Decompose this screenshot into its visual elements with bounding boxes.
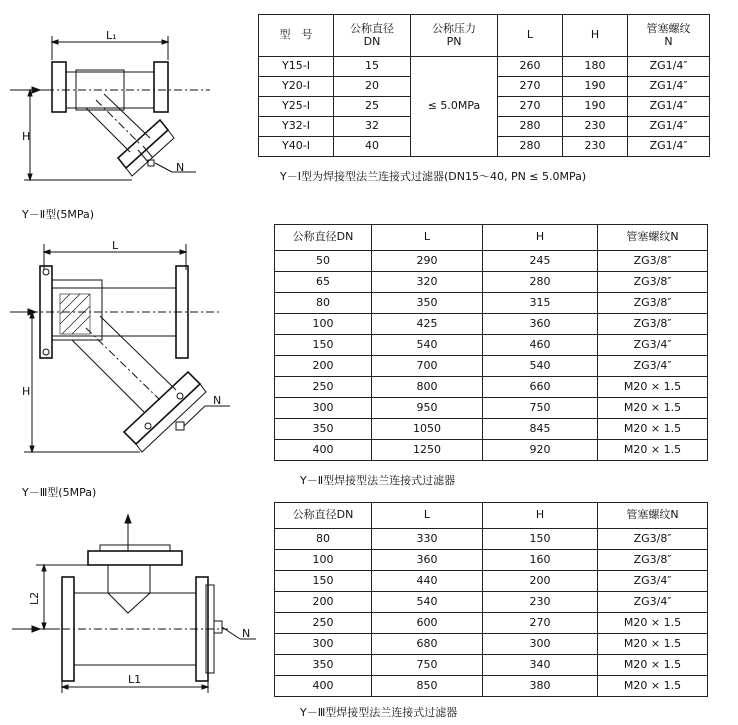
table-row: 65 320 280 ZG3/8″ bbox=[275, 272, 708, 293]
t1-header-dn: 公称直径 DN bbox=[334, 15, 411, 57]
table-row: 350 1050 845 M20 × 1.5 bbox=[275, 419, 708, 440]
table-row: 200 700 540 ZG3/4″ bbox=[275, 356, 708, 377]
t2-header-dn: 公称直径DN bbox=[275, 225, 372, 251]
t2-header-l: L bbox=[372, 225, 483, 251]
t1-header-n: 管塞螺纹 N bbox=[628, 15, 710, 57]
table-row: 400 850 380 M20 × 1.5 bbox=[275, 676, 708, 697]
t1-header-l: L bbox=[498, 15, 563, 57]
table-row: 80 330 150 ZG3/8″ bbox=[275, 529, 708, 550]
y2-caption: Y－Ⅱ型焊接型法兰连接式过滤器 bbox=[300, 474, 456, 487]
table-row: 300 680 300 M20 × 1.5 bbox=[275, 634, 708, 655]
table-row: 150 440 200 ZG3/4″ bbox=[275, 571, 708, 592]
table-row: 250 600 270 M20 × 1.5 bbox=[275, 613, 708, 634]
table-row: Y40-Ⅰ 40 280 230 ZG1/4″ bbox=[259, 137, 710, 157]
y3-title: Y－Ⅲ型(5MPa) bbox=[22, 486, 97, 499]
t1-header-model: 型 号 bbox=[259, 15, 334, 57]
t1-pressure-cell: ≤ 5.0MPa bbox=[411, 57, 498, 157]
t2-header-h: H bbox=[483, 225, 598, 251]
y2-n-label: N bbox=[213, 394, 222, 407]
y2-title: Y－Ⅱ型(5MPa) bbox=[22, 208, 95, 221]
table-row: Y25-Ⅰ 25 270 190 ZG1/4″ bbox=[259, 97, 710, 117]
y3-filter-drawing bbox=[0, 505, 260, 705]
table-row: 350 750 340 M20 × 1.5 bbox=[275, 655, 708, 676]
table-row: 400 1250 920 M20 × 1.5 bbox=[275, 440, 708, 461]
table-row: 300 950 750 M20 × 1.5 bbox=[275, 398, 708, 419]
y2-filter-drawing bbox=[0, 230, 250, 480]
y3-l1-label: L1 bbox=[128, 673, 142, 686]
y1-h-label: H bbox=[22, 130, 31, 143]
y2-h-label: H bbox=[22, 385, 31, 398]
t2-header-n: 管塞螺纹N bbox=[598, 225, 708, 251]
table-row: 200 540 230 ZG3/4″ bbox=[275, 592, 708, 613]
y1-n-label: N bbox=[176, 161, 185, 174]
y3-caption: Y－Ⅲ型焊接型法兰连接式过滤器 bbox=[300, 706, 458, 719]
y3-n-label: N bbox=[242, 627, 251, 640]
y2-l-label: L bbox=[112, 239, 119, 252]
table-row: Y32-Ⅰ 32 280 230 ZG1/4″ bbox=[259, 117, 710, 137]
t1-header-pn: 公称压力 PN bbox=[411, 15, 498, 57]
table-row: Y20-Ⅰ 20 270 190 ZG1/4″ bbox=[259, 77, 710, 97]
t3-header-dn: 公称直径DN bbox=[275, 503, 372, 529]
y1-filter-drawing bbox=[0, 0, 240, 200]
table-row: Y15-Ⅰ 15 ≤ 5.0MPa 260 180 ZG1/4″ bbox=[259, 57, 710, 77]
t3-header-h: H bbox=[483, 503, 598, 529]
table-row: 250 800 660 M20 × 1.5 bbox=[275, 377, 708, 398]
y1-spec-table bbox=[258, 14, 710, 157]
y3-spec-table bbox=[274, 502, 708, 697]
t3-header-l: L bbox=[372, 503, 483, 529]
t1-header-h: H bbox=[563, 15, 628, 57]
y1-caption: Y－Ⅰ型为焊接型法兰连接式过滤器(DN15～40, PN ≤ 5.0MPa) bbox=[280, 170, 587, 183]
table-row: 50 290 245 ZG3/8″ bbox=[275, 251, 708, 272]
y1-l-label: L₁ bbox=[106, 29, 117, 42]
t3-header-n: 管塞螺纹N bbox=[598, 503, 708, 529]
y2-spec-table bbox=[274, 224, 708, 461]
table-row: 100 425 360 ZG3/8″ bbox=[275, 314, 708, 335]
table-row: 100 360 160 ZG3/8″ bbox=[275, 550, 708, 571]
table-row: 150 540 460 ZG3/4″ bbox=[275, 335, 708, 356]
y3-l2-label: L2 bbox=[28, 591, 41, 605]
table-row: 80 350 315 ZG3/8″ bbox=[275, 293, 708, 314]
